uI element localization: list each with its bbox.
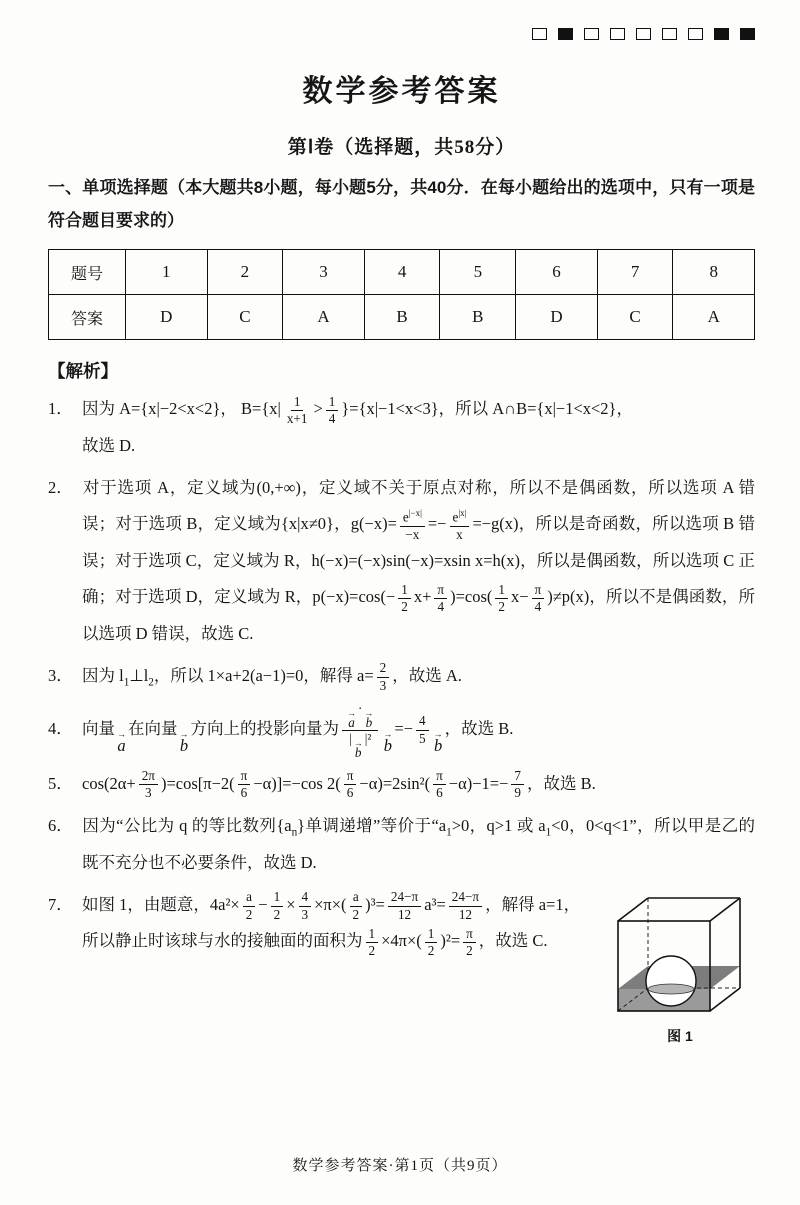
vector: → b [179,729,189,755]
solution-line: 2． 对于选项 A，定义域为(0,+∞)，定义域不关于原点对称，所以不是偶函数，所以选项 A 错误；对于选项 B，定义域为{x|x≠0}，g(−x)= $\frac{e^{|-x|}}{-x}$ =− $\frac{e^{|x|}}{x}$ =−g(x)，所以是奇函数，所以选项 B 错误；对于选项 C，定义域为 R，h(−x)=(−x)sin(−x)=xsin x=h(x)，所以是偶函数，所以选项 C 正确；对于选项 D，定义域为 R，p(−x)=cos(− $\frac{1}{2}$ x+ $\frac{\pi}{4}$ )=cos( $\frac{1}{2}$ x− $\frac{\pi}{4}$ )≠p(x)，所以不是偶函数，所以选项 D 错误，故选 C. [82,470,755,652]
fraction: $\frac{1}{2}$ [425,926,438,960]
mark-square [532,28,547,40]
answer-cell: D [516,295,598,340]
cube-sphere-figure [609,889,751,1019]
solutions-list [48,391,755,1045]
solution-line: 6． 因为“公比为 q 的等比数列$\{a_n\}$单调递增”等价于“$a_1>0$，q>1 或 $a_1<0$，0<q<1”，所以甲是乙的既不充分也不必要条件，故选 D. [82,808,755,881]
question-number-cell: 4 [364,250,440,295]
solution-line: 4． 向量 → a 在向量 → b 方向上的投影向量为 → a · → b | → b |² → b =− $\frac{4}{5}$ → b ，故选 B. [48,700,514,760]
mark-square [636,28,651,40]
question-number-cell: 1 [126,250,208,295]
answer-row [49,295,755,340]
fraction: $\frac{a}{2}$ [350,889,363,923]
answer-cell: D [126,295,208,340]
fraction: $\frac{\pi}{6}$ [433,768,446,802]
question-number-row [49,250,755,295]
fraction: $\frac{1}{2}$ [495,582,508,616]
question-number-cell: 2 [207,250,283,295]
page-title: 数学参考答案 [302,75,501,108]
solution-item [48,766,755,802]
solution-number: 5． [48,773,73,793]
solution-item [48,470,755,652]
solution-line: 3． 因为 $l_1\perp l_2$，所以 1×a+2(a−1)=0，解得 a= $\frac{2}{3}$ ，故选 A. [82,658,755,695]
mark-square [662,28,677,40]
fraction: $\frac{7}{9}$ [511,768,524,802]
answer-cell: A [673,295,755,340]
fraction: $\frac{\pi}{4}$ [532,582,545,616]
figure-caption: 图 1 [667,1028,693,1045]
mark-square [688,28,703,40]
solution-item [48,887,755,1045]
answer-cell: B [440,295,516,340]
mark-square [610,28,625,40]
answer-cell: C [207,295,283,340]
question-number-cell: 3 [283,250,365,295]
page-footer: 数学参考答案·第1页（共9页） [292,1158,508,1174]
solution-number: 3． [48,665,73,685]
mark-square [558,28,573,40]
solution-number: 7． [48,895,73,915]
fraction: $\frac{e^{|x|}}{x}$ [450,508,470,543]
fraction: $\frac{1}{x+1}$ [286,393,308,426]
solution-item [48,658,755,695]
sphere [646,956,696,1006]
solution-line: 1． 因为 A={x|−2<x<2}， B={x| $\frac{1}{x+1}$ > $\frac{1}{4}$ }={x|−1<x<3}，所以 A∩B={x|−1<x<2}， [82,391,755,427]
vector: → b [364,707,374,730]
solution-item [48,391,755,464]
mark-square [584,28,599,40]
solution-line: 5． cos(2α+ $\frac{2\pi}{3}$ )=cos[π−2( $\frac{\pi}{6}$ −α)]=−cos 2( $\frac{\pi}{6}$ −α)=2sin²( $\frac{\pi}{6}$ −α)−1=− $\frac{7}{9}$ ，故选 B. [82,766,755,802]
fraction: $\frac{24-\pi}{12}$ [449,889,482,923]
vector: → a [347,707,356,730]
fraction: $\frac{\pi}{6}$ [344,768,357,802]
solution-number: 6． [48,815,73,835]
answer-cell: C [597,295,673,340]
vector: → b [383,729,393,755]
question-number-cell: 6 [516,250,598,295]
question-number-cell: 7 [597,250,673,295]
solution-line: 7． 如图 1，由题意，4a²× $\frac{a}{2}$ − $\frac{1}{2}$ × $\frac{4}{3}$ ×π×( $\frac{a}{2}$ )³= $\frac{24-\pi}{12}$ a³= $\frac{24-\pi}{12}$ ，解得 a=1， [82,887,755,923]
vector: → b [353,737,363,760]
section-subtitle: 第Ⅰ卷（选择题，共58分） [287,137,516,158]
row-label: 答案 [49,295,126,340]
fraction: $\frac{1}{2}$ [366,926,379,960]
question-number-cell: 5 [440,250,516,295]
row-label: 题号 [49,250,126,295]
solution-number: 4． [48,719,73,739]
fraction: $\frac{4}{3}$ [299,889,312,923]
solution-number: 2． [48,477,73,497]
analysis-label: 【解析】 [48,361,118,382]
mark-square [714,28,729,40]
solution-line: 故选 D. [82,435,136,455]
solution-item [48,701,755,760]
fraction: → a · → b | → b |² [342,701,378,760]
section-heading: 一、单项选择题（本大题共8小题，每小题5分，共40分．在每小题给出的选项中，只有一项是符合题目要求的） [48,178,755,231]
fraction: $\frac{\pi}{4}$ [434,582,447,616]
solution-line: 所以静止时该球与水的接触面的面积为 $\frac{1}{2}$ ×4π×( $\frac{1}{2}$ )²= $\frac{\pi}{2}$ ，故选 C. [82,925,548,959]
fraction: $\frac{1}{2}$ [398,582,411,616]
vector: → b [433,729,443,755]
fraction: $\frac{1}{2}$ [271,889,284,923]
fraction: $\frac{2\pi}{3}$ [139,768,158,802]
vector: → a [117,729,126,755]
solution-item [48,808,755,881]
sphere-waterline [648,984,694,994]
answer-table [48,249,755,340]
answer-cell: A [283,295,365,340]
fraction: $\frac{4}{5}$ [416,713,429,747]
mark-square [740,28,755,40]
fraction: $\frac{24-\pi}{12}$ [388,889,421,923]
fraction: $\frac{a}{2}$ [243,889,256,923]
solution-number: 1． [48,399,73,419]
registration-marks [48,28,755,40]
fraction: $\frac{\pi}{2}$ [463,926,476,960]
fraction: $\frac{1}{4}$ [326,394,339,428]
answer-cell: B [364,295,440,340]
fraction: $\frac{e^{|-x|}}{-x}$ [400,508,425,543]
question-number-cell: 8 [673,250,755,295]
fraction: $\frac{2}{3}$ [377,660,390,694]
fraction: $\frac{\pi}{6}$ [238,768,251,802]
figure-1 [605,889,755,1052]
